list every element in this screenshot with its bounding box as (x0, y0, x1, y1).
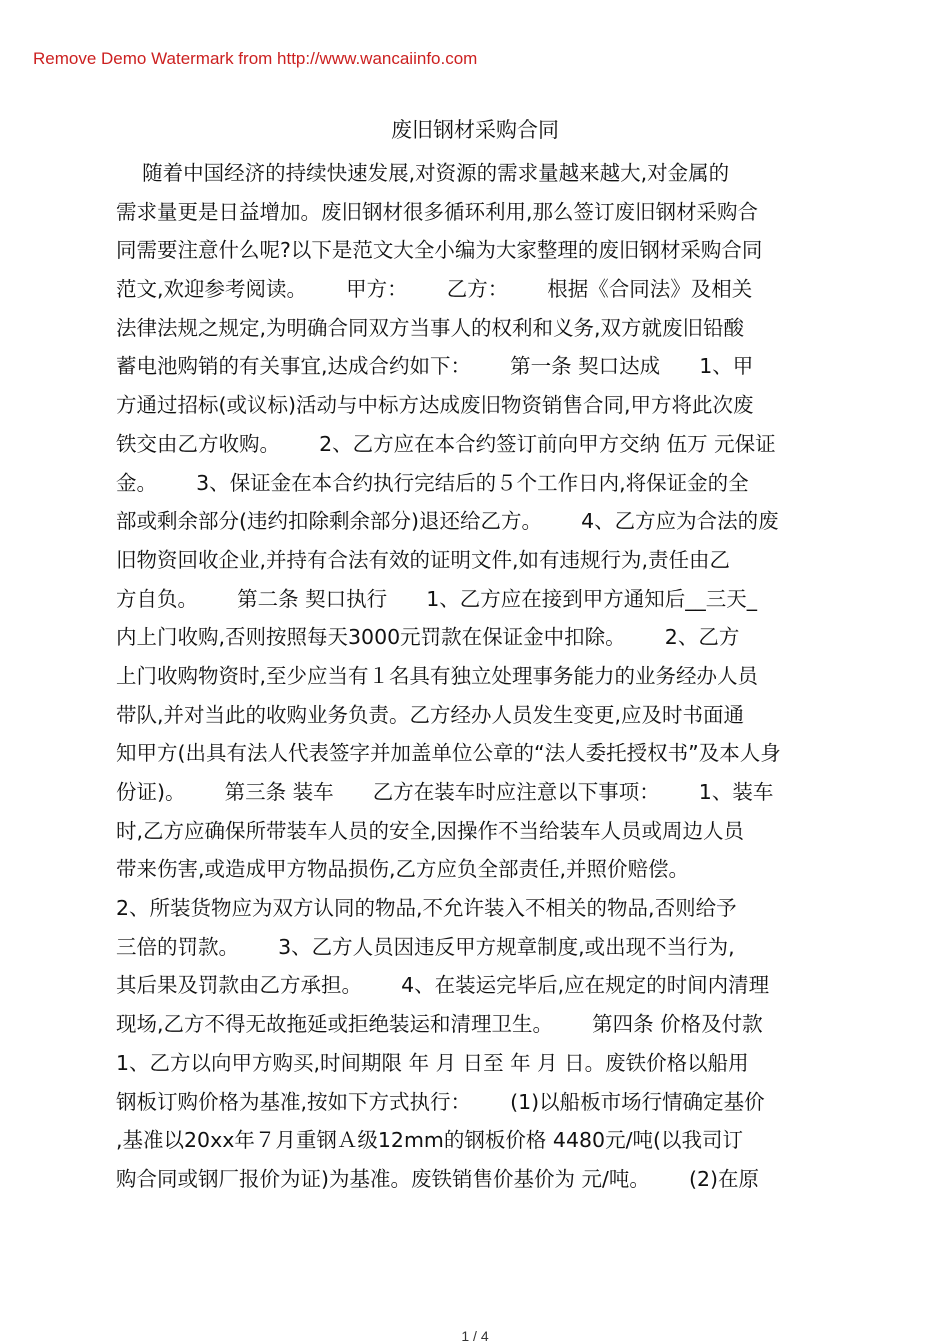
body-line: 钢板订购价格为基准,按如下方式执行： (1)以船板市场行情确定基价 (116, 1089, 765, 1114)
body-line: 购合同或钢厂报价为证)为基准。废铁销售价基价为 元/吨。 (2)在原 (116, 1166, 760, 1191)
body-line: 铁交由乙方收购。 2、乙方应在本合约签订前向甲方交纳 伍万 元保证 (116, 431, 776, 456)
body-line: 同需要注意什么呢?以下是范文大全小编为大家整理的废旧钢材采购合同 (116, 238, 763, 263)
demo-watermark-link[interactable]: Remove Demo Watermark from http://www.wancaiinfo.com (33, 49, 478, 68)
body-line: 带来伤害,或造成甲方物品损伤,乙方应负全部责任,并照价赔偿。 (116, 857, 690, 882)
document-title: 废旧钢材采购合同 (391, 118, 559, 142)
page-number: 1 / 4 (461, 1328, 489, 1344)
body-line: 份证)。 第三条 装车 乙方在装车时应注意以下事项： 1、装车 (116, 780, 774, 804)
body-line: 三倍的罚款。 3、乙方人员因违反甲方规章制度,或出现不当行为, (116, 934, 735, 959)
body-line: 随着中国经济的持续快速发展,对资源的需求量越来越大,对金属的 (116, 161, 730, 185)
body-line: ,基准以20xx年７月重钢Ａ级12mm的钢板价格 4480元/吨(以我司订 (116, 1128, 743, 1153)
body-line: 现场,乙方不得无故拖延或拒绝装运和清理卫生。 第四条 价格及付款 (116, 1012, 763, 1037)
body-line: 蓄电池购销的有关事宜,达成合约如下： 第一条 契口达成 1、甲 (116, 354, 754, 379)
body-line: 金。 3、保证金在本合约执行完结后的５个工作日内,将保证金的全 (116, 470, 749, 495)
body-line: 1、乙方以向甲方购买,时间期限 年 月 日至 年 月 日。废铁价格以船用 (116, 1050, 749, 1075)
contract-body (116, 154, 846, 1199)
body-line: 旧物资回收企业,并持有合法有效的证明文件,如有违规行为,责任由乙 (116, 547, 731, 572)
body-line: 时,乙方应确保所带装车人员的安全,因操作不当给装车人员或周边人员 (116, 818, 745, 843)
body-line: 范文,欢迎参考阅读。 甲方： 乙方： 根据《合同法》及相关 (116, 277, 753, 302)
body-line: 带队,并对当此的收购业务负责。乙方经办人员发生变更,应及时书面通 (116, 702, 745, 727)
body-line: 上门收购物资时,至少应当有１名具有独立处理事务能力的业务经办人员 (116, 663, 759, 688)
body-line: 内上门收购,否则按照每天3000元罚款在保证金中扣除。 2、乙方 (116, 625, 740, 650)
body-line: 法律法规之规定,为明确合同双方当事人的权利和义务,双方就废旧铅酸 (116, 315, 745, 340)
body-line: 2、所装货物应为双方认同的物品,不允许装入不相关的物品,否则给予 (116, 896, 737, 921)
body-line: 方通过招标(或议标)活动与中标方达成废旧物资销售合同,甲方将此次废 (116, 393, 754, 418)
body-line: 方自负。 第二条 契口执行 1、乙方应在接到甲方通知后__三天_ (116, 586, 758, 611)
body-line: 知甲方(出具有法人代表签字并加盖单位公章的“法人委托授权书”及本人身 (116, 741, 781, 766)
body-line: 需求量更是日益增加。废旧钢材很多循环利用,那么签订废旧钢材采购合 (116, 199, 759, 224)
body-line: 部或剩余部分(违约扣除剩余部分)退还给乙方。 4、乙方应为合法的废 (116, 509, 779, 534)
body-line: 其后果及罚款由乙方承担。 4、在装运完毕后,应在规定的时间内清理 (116, 973, 770, 998)
